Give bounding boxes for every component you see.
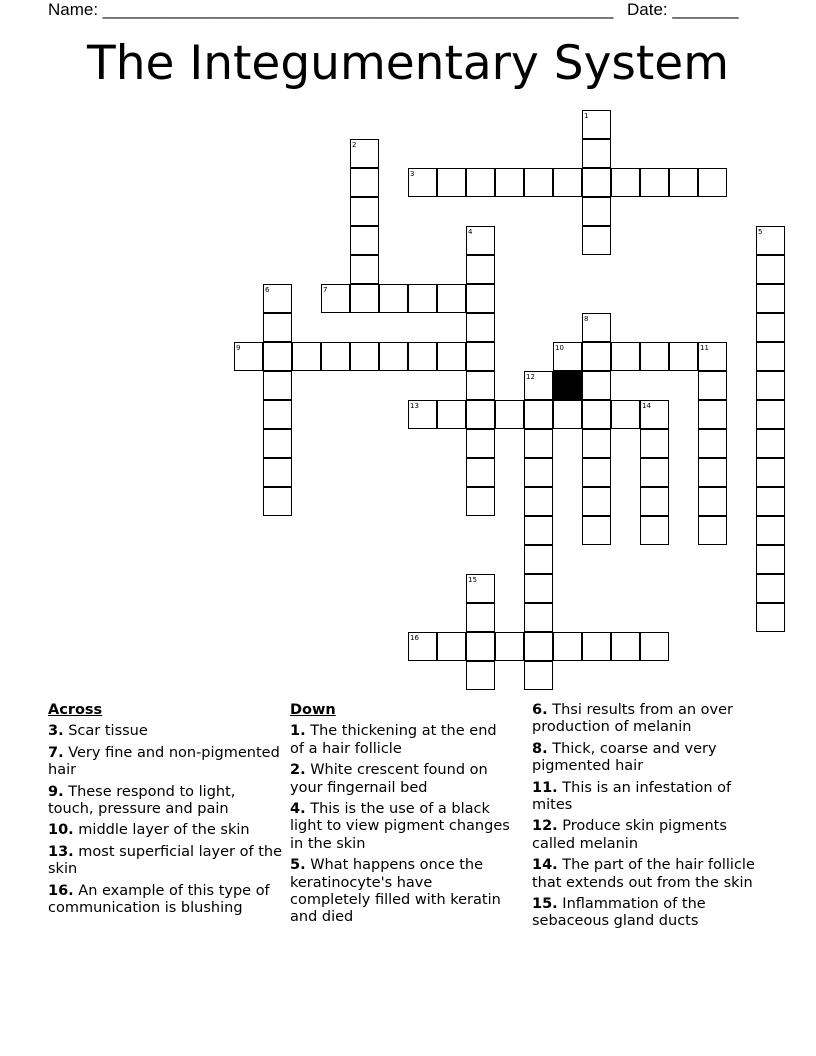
crossword-cell[interactable] (524, 545, 553, 574)
clue-number: 10. (48, 822, 74, 839)
crossword-cell[interactable] (582, 371, 611, 400)
crossword-cell[interactable] (582, 458, 611, 487)
down-clues-continued (532, 702, 767, 935)
crossword-cell[interactable] (698, 168, 727, 197)
crossword-cell[interactable] (263, 371, 292, 400)
crossword-cell[interactable] (466, 400, 495, 429)
crossword-cell[interactable] (698, 487, 727, 516)
cell-number: 14 (642, 402, 651, 410)
clue-item (48, 883, 283, 918)
across-clue-list (48, 723, 283, 917)
clue-item (48, 723, 283, 740)
clue-text: The thickening at the end of a hair follicle (290, 723, 497, 757)
crossword-cell[interactable] (582, 226, 611, 255)
cell-number: 6 (265, 286, 270, 294)
crossword-cell[interactable] (553, 168, 582, 197)
crossword-cell[interactable] (611, 400, 640, 429)
crossword-cell[interactable] (640, 632, 669, 661)
crossword-cell[interactable] (263, 429, 292, 458)
clue-number: 2. (290, 762, 306, 779)
clue-text: Produce skin pigments called melanin (532, 818, 727, 852)
clue-item (532, 741, 767, 776)
crossword-cell[interactable] (669, 342, 698, 371)
crossword-cell[interactable] (698, 371, 727, 400)
cell-number: 12 (526, 373, 535, 381)
crossword-cell[interactable] (263, 400, 292, 429)
crossword-cell[interactable] (466, 284, 495, 313)
crossword-cell[interactable] (350, 342, 379, 371)
crossword-cell[interactable] (437, 400, 466, 429)
clue-item (48, 844, 283, 879)
clue-text: What happens once the keratinocyte's have completely filled with keratin and died (290, 857, 501, 926)
crossword-cell[interactable] (756, 284, 785, 313)
clue-item (290, 857, 515, 927)
crossword-cell[interactable] (466, 255, 495, 284)
crossword-cell[interactable] (756, 487, 785, 516)
crossword-cell[interactable] (756, 603, 785, 632)
page-title: The Integumentary System (86, 36, 730, 91)
clue-text: This is an infestation of mites (532, 779, 732, 814)
crossword-cell[interactable] (756, 516, 785, 545)
clue-number: 1. (290, 723, 306, 740)
cell-number: 10 (555, 344, 564, 352)
clue-number: 4. (290, 801, 306, 818)
crossword-cell[interactable] (698, 458, 727, 487)
crossword-cell[interactable] (408, 342, 437, 371)
clue-text: The part of the hair follicle that extends out from the skin (532, 857, 755, 891)
down-clue-list (290, 723, 515, 926)
clue-item (290, 723, 515, 758)
cell-number: 1 (584, 112, 589, 120)
crossword-cell[interactable] (350, 197, 379, 226)
crossword-cell[interactable] (350, 226, 379, 255)
crossword-cell[interactable] (350, 284, 379, 313)
clue-number: 7. (48, 744, 64, 761)
crossword-cell[interactable] (495, 168, 524, 197)
clue-number: 5. (290, 857, 306, 874)
crossword-cell[interactable] (582, 516, 611, 545)
crossword-cell[interactable] (582, 168, 611, 197)
clue-item (48, 784, 283, 819)
crossword-cell[interactable] (437, 342, 466, 371)
crossword-cell[interactable] (524, 574, 553, 603)
cell-number: 11 (700, 344, 709, 352)
crossword-cell[interactable] (698, 429, 727, 458)
crossword-cell[interactable] (582, 342, 611, 371)
crossword-cell[interactable] (495, 400, 524, 429)
crossword-cell[interactable] (640, 429, 669, 458)
clue-item (532, 896, 767, 931)
across-heading: Across (48, 702, 103, 718)
crossword-cell[interactable] (640, 516, 669, 545)
crossword-block-cell (553, 371, 582, 400)
crossword-cell[interactable] (756, 429, 785, 458)
cell-number: 16 (410, 634, 419, 642)
date-field-label: Date: _______ (627, 0, 739, 19)
clue-item (532, 857, 767, 892)
crossword-cell[interactable] (698, 400, 727, 429)
crossword-cell[interactable] (408, 284, 437, 313)
clue-text: Inflammation of the sebaceous gland ducts (532, 896, 706, 930)
crossword-cell[interactable] (756, 313, 785, 342)
clue-text: middle layer of the skin (73, 822, 250, 839)
crossword-cell[interactable] (553, 400, 582, 429)
crossword-cell[interactable] (495, 632, 524, 661)
crossword-cell[interactable] (582, 632, 611, 661)
crossword-cell[interactable] (524, 516, 553, 545)
crossword-cell[interactable] (582, 429, 611, 458)
clue-number: 6. (532, 702, 548, 718)
clue-number: 16. (48, 882, 74, 899)
crossword-cell[interactable] (611, 342, 640, 371)
crossword-cell[interactable] (466, 342, 495, 371)
crossword-cell[interactable] (756, 574, 785, 603)
crossword-cell[interactable] (466, 661, 495, 690)
crossword-cell[interactable] (524, 487, 553, 516)
crossword-cell[interactable] (350, 255, 379, 284)
crossword-cell[interactable] (698, 516, 727, 545)
clue-item (48, 745, 283, 780)
crossword-cell[interactable] (524, 429, 553, 458)
crossword-cell[interactable] (582, 197, 611, 226)
crossword-cell[interactable] (437, 168, 466, 197)
clue-text: Thick, coarse and very pigmented hair (532, 740, 717, 775)
crossword-cell[interactable] (553, 632, 582, 661)
crossword-cell[interactable] (756, 400, 785, 429)
across-clues (48, 702, 283, 921)
crossword-cell[interactable] (582, 139, 611, 168)
crossword-cell[interactable] (524, 661, 553, 690)
crossword-cell[interactable] (756, 371, 785, 400)
crossword-cell[interactable] (466, 458, 495, 487)
crossword-cell[interactable] (524, 632, 553, 661)
crossword-cell[interactable] (524, 458, 553, 487)
crossword-cell[interactable] (669, 168, 698, 197)
crossword-cell[interactable] (524, 168, 553, 197)
crossword-cell[interactable] (582, 487, 611, 516)
crossword-cell[interactable] (466, 168, 495, 197)
cell-number: 13 (410, 402, 419, 410)
clue-text: Very fine and non-pigmented hair (48, 744, 280, 779)
crossword-cell[interactable] (582, 400, 611, 429)
crossword-cell[interactable] (640, 168, 669, 197)
cell-number: 4 (468, 228, 473, 236)
crossword-cell[interactable] (263, 458, 292, 487)
crossword-cell[interactable] (292, 342, 321, 371)
crossword-cell[interactable] (524, 400, 553, 429)
clue-item (48, 822, 283, 839)
clue-number: 13. (48, 843, 74, 860)
clue-text: White crescent found on your fingernail bed (290, 762, 488, 796)
down-clue-list-continued (532, 702, 767, 931)
crossword-cell[interactable] (640, 342, 669, 371)
crossword-cell[interactable] (524, 603, 553, 632)
clue-number: 12. (532, 818, 558, 835)
cell-number: 7 (323, 286, 328, 294)
crossword-cell[interactable] (321, 342, 350, 371)
down-clues (290, 702, 515, 931)
clue-item (532, 818, 767, 853)
crossword-cell[interactable] (466, 632, 495, 661)
crossword-cell[interactable] (466, 313, 495, 342)
crossword-cell[interactable] (437, 632, 466, 661)
down-heading: Down (290, 702, 336, 718)
clue-number: 9. (48, 783, 64, 800)
clue-item (290, 762, 515, 797)
clue-number: 3. (48, 723, 64, 740)
clue-item (532, 780, 767, 815)
clue-text: An example of this type of communication is blushing (48, 882, 270, 917)
crossword-cell[interactable] (640, 487, 669, 516)
clue-number: 14. (532, 857, 558, 874)
crossword-cell[interactable] (263, 487, 292, 516)
cell-number: 3 (410, 170, 415, 178)
clue-text: Thsi results from an over production of melanin (532, 702, 734, 736)
clue-text: most superficial layer of the skin (48, 843, 282, 878)
cell-number: 8 (584, 315, 589, 323)
clue-text: These respond to light, touch, pressure and pain (48, 783, 236, 818)
crossword-cell[interactable] (640, 458, 669, 487)
crossword-cell[interactable] (437, 284, 466, 313)
cell-number: 5 (758, 228, 763, 236)
crossword-cell[interactable] (466, 603, 495, 632)
clue-text: Scar tissue (63, 723, 148, 740)
clue-text: This is the use of a black light to view pigment changes in the skin (290, 801, 510, 852)
name-field-label: Name: ______________________________________________________ (48, 0, 614, 19)
crossword-cell[interactable] (756, 458, 785, 487)
cell-number: 15 (468, 576, 477, 584)
crossword-cell[interactable] (379, 342, 408, 371)
cell-number: 2 (352, 141, 357, 149)
clue-number: 15. (532, 896, 558, 913)
crossword-cell[interactable] (263, 342, 292, 371)
crossword-cell[interactable] (350, 168, 379, 197)
crossword-cell[interactable] (379, 284, 408, 313)
crossword-cell[interactable] (466, 429, 495, 458)
crossword-cell[interactable] (466, 487, 495, 516)
crossword-cell[interactable] (756, 255, 785, 284)
crossword-cell[interactable] (611, 632, 640, 661)
clue-item (290, 801, 515, 853)
clue-number: 8. (532, 740, 548, 757)
crossword-cell[interactable] (756, 342, 785, 371)
crossword-cell[interactable] (263, 313, 292, 342)
crossword-cell[interactable] (756, 545, 785, 574)
crossword-cell[interactable] (611, 168, 640, 197)
cell-number: 9 (236, 344, 241, 352)
clue-number: 11. (532, 779, 558, 796)
clue-item (532, 702, 767, 737)
crossword-cell[interactable] (466, 371, 495, 400)
